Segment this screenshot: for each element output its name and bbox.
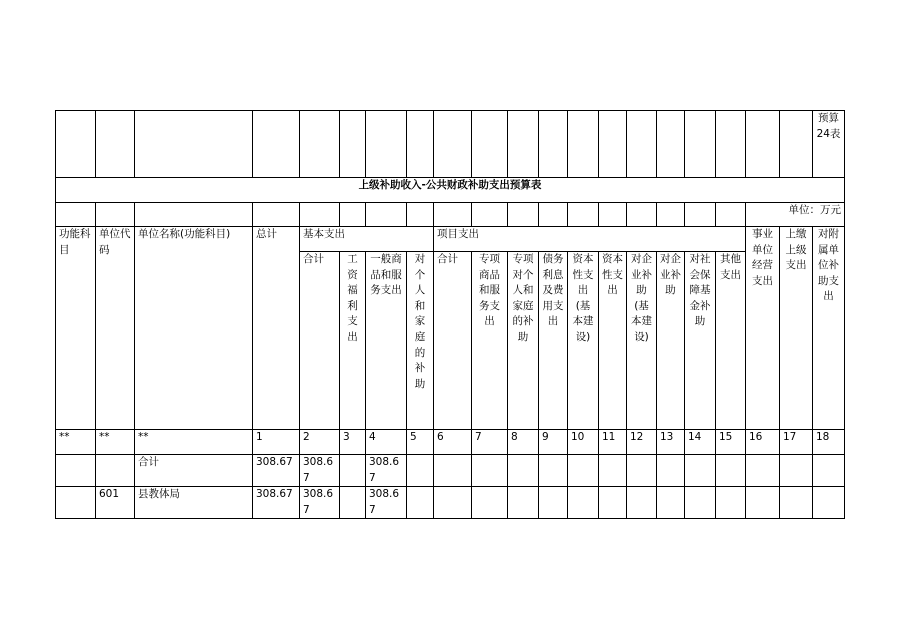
header-enterprise: 事业单位经营支出: [746, 227, 780, 430]
total-cell: 308.67: [253, 487, 300, 519]
header-project-sub: 债务利息及费用支出: [539, 252, 568, 430]
salary-cell: [340, 487, 366, 519]
index-cell: 11: [599, 430, 627, 455]
empty-cell: [657, 487, 685, 519]
index-cell: 12: [627, 430, 657, 455]
header-unit-name: 单位名称(功能科目): [135, 227, 253, 430]
empty-cell: [135, 203, 253, 227]
empty-cell: [599, 111, 627, 178]
empty-cell: [716, 111, 746, 178]
index-cell: 17: [780, 430, 813, 455]
unit-code-cell: [96, 455, 135, 487]
empty-cell: [657, 111, 685, 178]
empty-cell: [685, 111, 716, 178]
table-title: 上级补助收入-公共财政补助支出预算表: [56, 178, 845, 203]
empty-cell: [472, 487, 508, 519]
empty-cell: [539, 111, 568, 178]
empty-cell: [780, 455, 813, 487]
index-cell: 1: [253, 430, 300, 455]
empty-cell: [746, 455, 780, 487]
empty-cell: [539, 487, 568, 519]
index-cell: 9: [539, 430, 568, 455]
empty-cell: [685, 455, 716, 487]
empty-cell: [716, 487, 746, 519]
empty-cell: [813, 455, 845, 487]
empty-cell: [96, 111, 135, 178]
empty-cell: [407, 455, 434, 487]
empty-cell: [366, 203, 407, 227]
header-project-sub: 合计: [434, 252, 472, 430]
empty-cell: [780, 487, 813, 519]
empty-cell: [627, 487, 657, 519]
empty-cell: [627, 203, 657, 227]
index-cell: **: [56, 430, 96, 455]
empty-cell: [253, 203, 300, 227]
header-project-sub: 资本性支出: [599, 252, 627, 430]
goods-services-cell: 308.67: [366, 487, 407, 519]
empty-cell: [508, 203, 539, 227]
empty-cell: [96, 203, 135, 227]
empty-cell: [434, 455, 472, 487]
salary-cell: [340, 455, 366, 487]
empty-cell: [813, 487, 845, 519]
empty-cell: [366, 111, 407, 178]
header-basic-sub: 对个人和家庭的补助: [407, 252, 434, 430]
empty-cell: [508, 455, 539, 487]
index-cell: 6: [434, 430, 472, 455]
func-subject-cell: [56, 487, 96, 519]
empty-cell: [568, 203, 599, 227]
index-cell: 4: [366, 430, 407, 455]
index-cell: 5: [407, 430, 434, 455]
header-basic-sub: 合计: [300, 252, 340, 430]
header-project-sub: 其他支出: [716, 252, 746, 430]
empty-cell: [568, 487, 599, 519]
unit-name-cell: 合计: [135, 455, 253, 487]
basic-total-cell: 308.67: [300, 455, 340, 487]
empty-cell: [508, 487, 539, 519]
empty-cell: [716, 203, 746, 227]
index-cell: 18: [813, 430, 845, 455]
header-basic: 基本支出: [300, 227, 434, 252]
header-upper: 上缴上级支出: [780, 227, 813, 430]
empty-cell: [716, 455, 746, 487]
empty-cell: [685, 203, 716, 227]
goods-services-cell: 308.67: [366, 455, 407, 487]
header-basic-sub: 工资福利支出: [340, 252, 366, 430]
header-basic-sub: 一般商品和服务支出: [366, 252, 407, 430]
table-row: [56, 455, 845, 487]
empty-cell: [657, 203, 685, 227]
header-project-sub: 对企业补助(基本建设): [627, 252, 657, 430]
unit-name-cell: 县教体局: [135, 487, 253, 519]
total-cell: 308.67: [253, 455, 300, 487]
empty-cell: [568, 455, 599, 487]
index-cell: **: [96, 430, 135, 455]
header-func-subject: 功能科目: [56, 227, 96, 430]
unit-label: 单位：万元: [746, 203, 845, 227]
index-cell: 8: [508, 430, 539, 455]
empty-cell: [746, 111, 780, 178]
table-row: [56, 487, 845, 519]
empty-cell: [539, 455, 568, 487]
header-project-sub: 对社会保障基金补助: [685, 252, 716, 430]
empty-cell: [434, 203, 472, 227]
empty-cell: [135, 111, 253, 178]
empty-cell: [56, 111, 96, 178]
empty-cell: [539, 203, 568, 227]
empty-cell: [746, 487, 780, 519]
empty-cell: [340, 111, 366, 178]
empty-cell: [599, 455, 627, 487]
index-cell: 14: [685, 430, 716, 455]
header-unit-code: 单位代码: [96, 227, 135, 430]
header-project-sub: 对企业补助: [657, 252, 685, 430]
empty-cell: [434, 111, 472, 178]
empty-cell: [599, 203, 627, 227]
budget-table: [55, 110, 845, 519]
empty-cell: [627, 455, 657, 487]
empty-cell: [300, 203, 340, 227]
unit-code-cell: 601: [96, 487, 135, 519]
empty-cell: [407, 111, 434, 178]
empty-cell: [300, 111, 340, 178]
empty-cell: [472, 203, 508, 227]
empty-cell: [568, 111, 599, 178]
func-subject-cell: [56, 455, 96, 487]
header-project-sub: 专项对个人和家庭的补助: [508, 252, 539, 430]
empty-cell: [780, 111, 813, 178]
empty-cell: [472, 111, 508, 178]
empty-cell: [685, 487, 716, 519]
form-number-label: 预算24表: [813, 111, 845, 178]
header-project-sub: 资本性支出(基本建设): [568, 252, 599, 430]
index-cell: 15: [716, 430, 746, 455]
basic-total-cell: 308.67: [300, 487, 340, 519]
empty-cell: [627, 111, 657, 178]
index-cell: 16: [746, 430, 780, 455]
header-project: 项目支出: [434, 227, 746, 252]
header-affiliate: 对附属单位补助支出: [813, 227, 845, 430]
header-project-sub: 专项商品和服务支出: [472, 252, 508, 430]
empty-cell: [340, 203, 366, 227]
index-cell: 13: [657, 430, 685, 455]
empty-cell: [407, 487, 434, 519]
empty-cell: [434, 487, 472, 519]
index-cell: 10: [568, 430, 599, 455]
empty-cell: [599, 487, 627, 519]
index-cell: 7: [472, 430, 508, 455]
index-cell: **: [135, 430, 253, 455]
empty-cell: [472, 455, 508, 487]
empty-cell: [56, 203, 96, 227]
empty-cell: [508, 111, 539, 178]
empty-cell: [657, 455, 685, 487]
index-cell: 2: [300, 430, 340, 455]
empty-cell: [407, 203, 434, 227]
header-total: 总计: [253, 227, 300, 430]
empty-cell: [253, 111, 300, 178]
index-cell: 3: [340, 430, 366, 455]
